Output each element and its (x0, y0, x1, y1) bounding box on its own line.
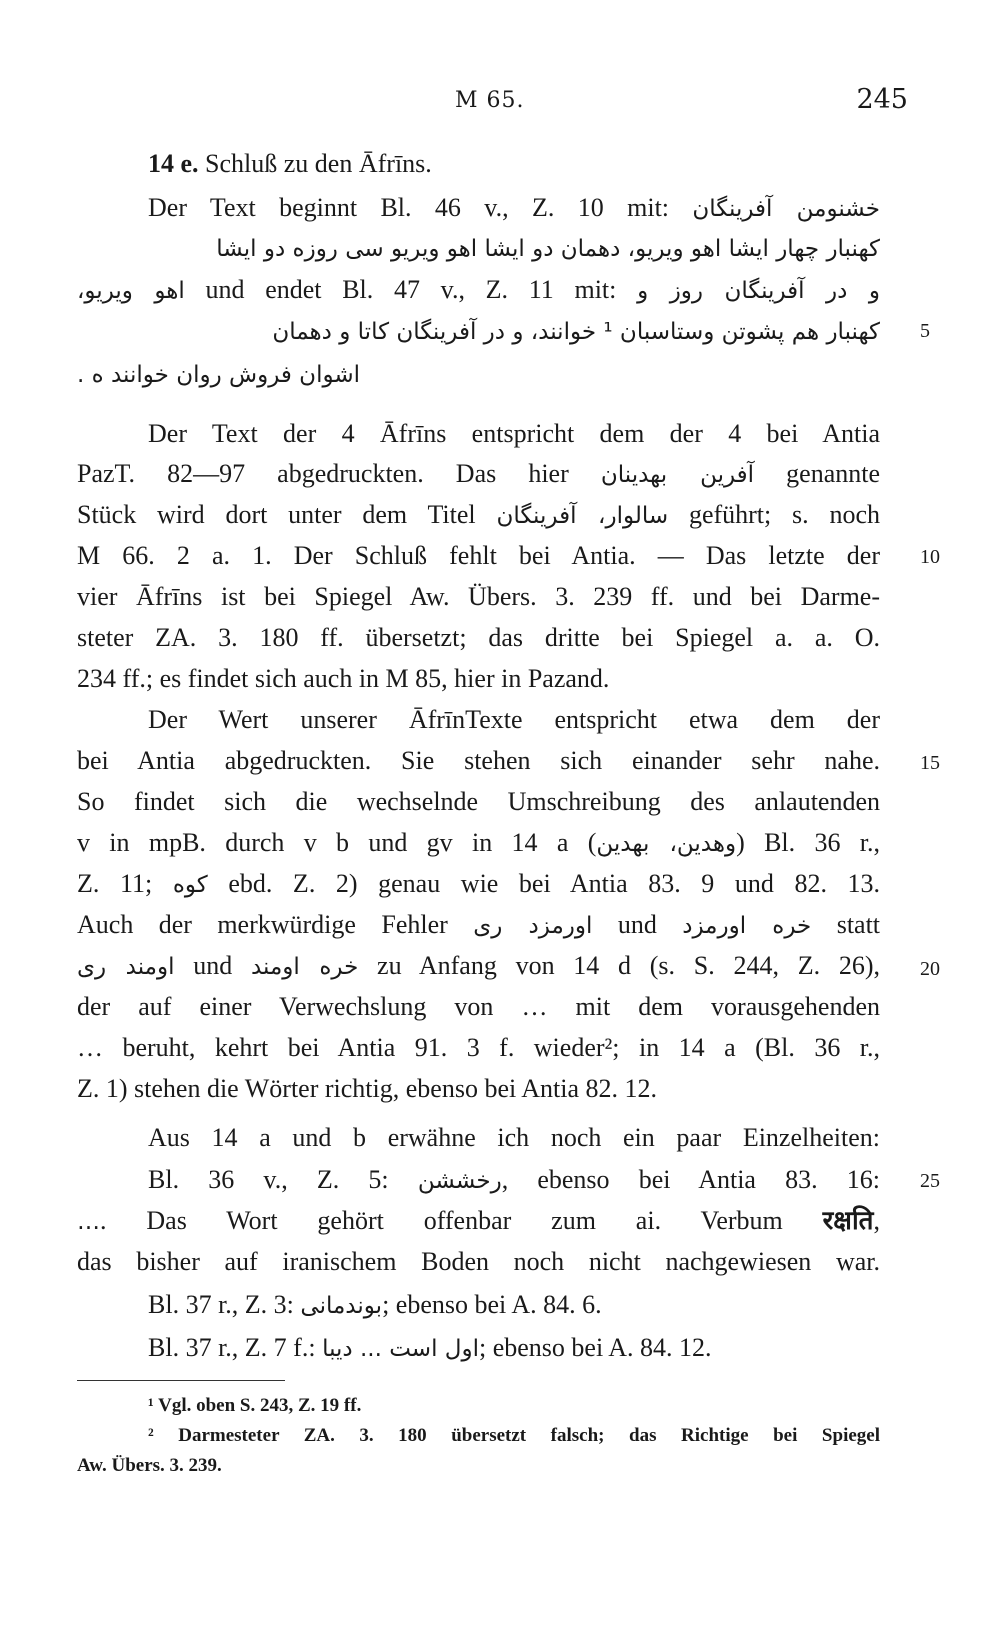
text-line (148, 190, 880, 227)
line-number: 25 (920, 1170, 940, 1192)
text-line (77, 866, 880, 903)
section-number: 14 e. (148, 149, 199, 178)
text-span: geführt; s. noch (688, 500, 881, 529)
text-line: bei Antia abgedruckten. Sie stehen sich einander sehr nahe. (77, 746, 880, 775)
text-line (77, 230, 880, 267)
arabic-script-span: کوه (172, 872, 208, 898)
text-line (148, 1330, 880, 1367)
text-line (77, 456, 880, 493)
text-line (148, 416, 880, 452)
text-span: zu Anfang von 14 d (s. S. 244, Z. 26), (377, 951, 880, 980)
text-line: vier Āfrīns ist bei Spiegel Aw. Übers. 3. 239 ff. und bei Darme- (77, 582, 880, 611)
text-span: ; ebenso bei A. 84. 6. (382, 1290, 602, 1319)
text-span: Bl. 37 r., Z. 3: (148, 1290, 294, 1319)
running-head (0, 84, 1000, 118)
footnote-2-continued: Aw. Übers. 3. 239. (77, 1455, 222, 1476)
arabic-script-span: وهدین، بهدین (596, 831, 737, 857)
running-head-title: M 65. (455, 88, 525, 113)
text-span: , ebenso bei Antia 83. 16: (501, 1165, 881, 1194)
line-number: 15 (920, 752, 940, 774)
arabic-script-span: سالوار، آفرینگان (496, 503, 669, 529)
devanagari-span: रक्षति (822, 1206, 874, 1235)
arabic-script-span: بوندمانی (300, 1293, 383, 1319)
arabic-script-span: کهنبار چهار ایشا اهو ویریو، دهمان دو ایشا اهو ویریو سی روزه دو ایشا (216, 236, 880, 262)
footnote-rule (77, 1380, 285, 1381)
text-line: 234 ff.; es findet sich auch in M 85, hier in Pazand. (77, 664, 610, 693)
line-number: 5 (920, 320, 930, 342)
text-line: M 66. 2 a. 1. Der Schluß fehlt bei Antia. — Das letzte der (77, 541, 880, 570)
text-line (148, 1287, 880, 1324)
section-heading (148, 146, 880, 182)
text-span: PazT. 82—97 abgedruckten. Das hier (77, 459, 569, 488)
arabic-script-span: اهو ویریو، (77, 278, 185, 304)
text-span: v in mpB. (77, 828, 206, 857)
text-line (148, 1162, 880, 1199)
text-span: Auch der merkwürdige Fehler (77, 910, 448, 939)
text-line: Z. 1) stehen die Wörter richtig, ebenso bei Antia 82. 12. (77, 1074, 658, 1103)
text-line: Aus 14 a und b erwähne ich noch ein paar Einzelheiten: (148, 1123, 880, 1152)
text-span: und (193, 951, 233, 980)
text-span: Der Text der 4 Āfrīns entspricht dem der 4 bei Antia (148, 419, 880, 448)
text-line: das bisher auf iranischem Boden noch nicht nachgewiesen war. (77, 1247, 880, 1276)
text-line (77, 497, 880, 534)
footnote-1: ¹ Vgl. oben S. 243, Z. 19 ff. (148, 1395, 362, 1416)
text-span: ebd. Z. 2) genau wie bei Antia 83. 9 und 82. 13. (228, 869, 881, 898)
text-span: und (617, 910, 657, 939)
text-span: ) Bl. 36 r., (736, 828, 880, 857)
arabic-script-span: اومند ری (77, 954, 175, 980)
text-span: statt (836, 910, 881, 939)
arabic-script-span: رخششن (417, 1168, 502, 1194)
text-span: . Das Wort gehört offenbar zum ai. Verbum (100, 1206, 783, 1235)
text-line (77, 313, 880, 350)
text-span: Z. 11; (77, 869, 153, 898)
text-line: steter ZA. 3. 180 ff. übersetzt; das dritte bei Spiegel a. a. O. (77, 623, 880, 652)
text-span: ; ebenso bei A. 84. 12. (478, 1333, 712, 1362)
line-number: 10 (920, 546, 940, 568)
arabic-script-span: اول است ... دیبا (322, 1336, 479, 1362)
arabic-script-span: خره اومند (250, 954, 359, 980)
text-span: Der Text beginnt Bl. 46 v., Z. 10 mit: (148, 193, 670, 222)
footnote-2: ² Darmesteter ZA. 3. 180 übersetzt falsch; das Richtige bei Spiegel (148, 1425, 880, 1446)
text-span: durch v b und gv in 14 a ( (225, 828, 597, 857)
arabic-script-span: آفرین بهدینان (600, 462, 755, 488)
text-span: genannte (786, 459, 881, 488)
text-line (77, 907, 880, 944)
text-line: So findet sich die wechselnde Umschreibung des anlautenden (77, 787, 880, 816)
line-number: 20 (920, 958, 940, 980)
text-span: Bl. 37 r., Z. 7 f.: (148, 1333, 316, 1362)
pahlavi-script-span: … (77, 1209, 100, 1235)
arabic-script-span: خشنومن آفرینگان (692, 196, 881, 222)
arabic-script-span: خره اورمزد (682, 913, 812, 939)
text-line (77, 356, 417, 393)
arabic-script-span: کهنبار هم پشوتن وستاسبان ¹ خوانند، و در آفرینگان کاتا و دهمان (272, 319, 880, 345)
section-title: Schluß zu den Āfrīns. (205, 149, 432, 178)
arabic-script-span: اورمزد ری (473, 913, 593, 939)
text-line (77, 1203, 880, 1240)
page-number: 245 (856, 84, 908, 115)
text-line (77, 948, 880, 985)
text-line (77, 272, 880, 309)
text-span: und endet Bl. 47 v., Z. 11 mit: (205, 275, 617, 304)
text-span: Stück wird dort unter dem Titel (77, 500, 476, 529)
text-span: Bl. 36 v., Z. 5: (148, 1165, 389, 1194)
text-line: … beruht, kehrt bei Antia 91. 3 f. wieder²; in 14 a (Bl. 36 r., (77, 1033, 880, 1062)
text-span: , (873, 1206, 881, 1235)
text-line: der auf einer Verwechslung von … mit dem vorausgehenden (77, 992, 880, 1021)
text-line: Der Wert unserer ĀfrīnTexte entspricht etwa dem der (148, 705, 880, 734)
arabic-script-span: و در آفرینگان روز و (637, 278, 881, 304)
text-line (77, 825, 880, 862)
arabic-script-span: اشوان فروش روان خوانند ه . (77, 362, 361, 388)
